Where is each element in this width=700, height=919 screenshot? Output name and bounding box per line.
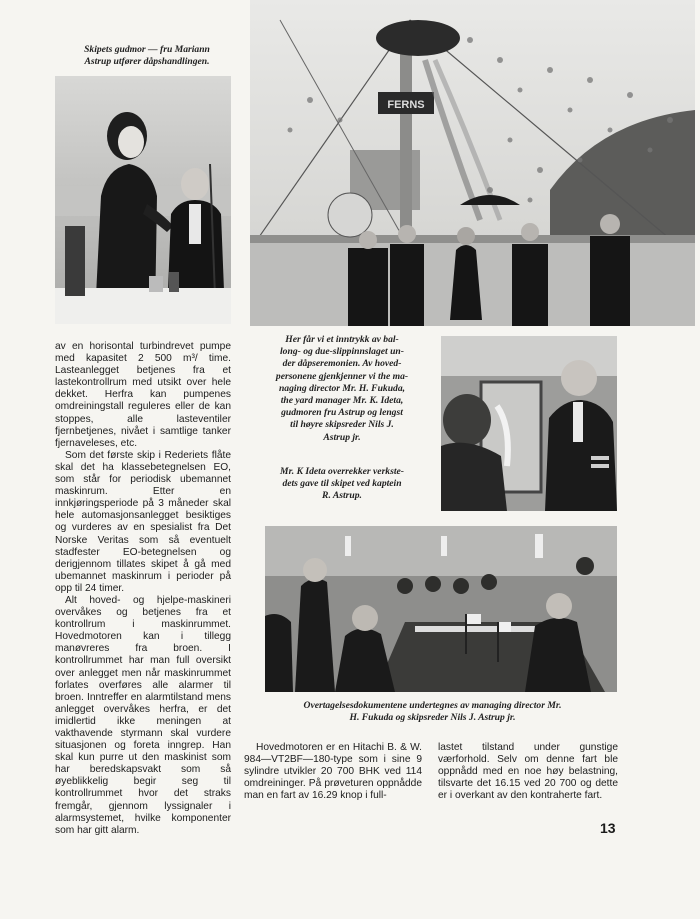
ship-name-sign: FERNS bbox=[387, 99, 425, 111]
caption-line: Astrup jr. bbox=[323, 431, 361, 443]
photo-document-signing bbox=[265, 526, 617, 692]
caption-godmother bbox=[52, 44, 242, 68]
caption-line: Her får vi et inntrykk av bal- bbox=[285, 334, 399, 345]
article-column-middle bbox=[244, 742, 422, 802]
caption-line: naging director Mr. H. Fukuda, bbox=[278, 382, 406, 394]
caption-line: Astrup utfører dåpshandlingen. bbox=[84, 56, 210, 68]
article-column-right bbox=[438, 742, 618, 802]
caption-line: personene gjenkjenner vi the ma- bbox=[275, 370, 409, 382]
caption-line: R. Astrup. bbox=[322, 490, 362, 502]
gift-photo-image bbox=[441, 336, 617, 511]
caption-line: Overtagelsesdokumentene undertegnes av managing director Mr. bbox=[303, 700, 562, 711]
page-number: 13 bbox=[600, 820, 616, 836]
caption-line: long- og due-slippinnslaget un- bbox=[280, 346, 404, 358]
paragraph: Som det første skip i Rederiets flåte skal det ha klassebetegnelsen EO, som står for periodisk ubemannet maskinrum. Etter en innkjøringsperiode på 3 måneder skal hele automasjonsanlegget besiktiges og vurderes av en spesialist fra Det Norske Veritas som så eventuelt stadfester EO-betegnelsen og derigjennom tillates skipet å gå med ubemannet maskinrum i perioder på opp til 24 timer. bbox=[55, 449, 231, 594]
photo-godmother-christening bbox=[55, 76, 231, 324]
paragraph: av en horisontal turbindrevet pumpe med kapasitet 2 500 m³/ time. Lasteanlegget betjenes fra et lastekontrollrum med utsikt over hele dekket. Herfra kan pumpenes omdreiningstall reguleres eller de kan stoppes, alle lasteventiler fjernbetjenes, nivået i samtlige tanker fjernaveleses, etc. bbox=[55, 341, 231, 449]
ceremony-photo-image bbox=[250, 0, 695, 326]
caption-line: Mr. K Ideta overrekker verkste- bbox=[280, 466, 404, 477]
caption-line: the yard manager Mr. K. Ideta, bbox=[280, 395, 404, 407]
caption-ceremony bbox=[248, 334, 436, 444]
photo-gift-presentation bbox=[441, 336, 617, 511]
paragraph: Hovedmotoren er en Hitachi B. & W. 984—VT2BF—180-type som i sine 9 sylindre utvikler 20 700 BHK ved 114 omdreininger. På prøveturen oppnådde man en fart av 16.29 knop i full- bbox=[244, 742, 422, 802]
caption-signing bbox=[245, 700, 620, 724]
godmother-photo-image bbox=[55, 76, 231, 324]
paragraph: Alt hoved- og hjelpe-maskineri overvåkes og betjenes fra et kontrollrum i maskinrummet. Hovedmotoren kan i tillegg manøvreres fra broen. I kontrollrummet har man full oversikt over anlegget men når maskinrummet forlates overføres alle alarmer til broen. Inntreffer en alarmtilstand mens anlegget overvåkes herfra, er det imidlertid ikke meningen at vakthavende styrmann skal vurdere situasjonen og foreta inngrep. Han skal kun purre ut den maskinist som har beredskapsvakt som så øyeblikkelig begir seg til kontrollrummet hvor det straks fremgår, gjennom lyssignaler i alarmsystemet, hvilke komponenter som har gitt alarm. bbox=[55, 594, 231, 836]
caption-line: dets gave til skipet ved kaptein bbox=[282, 478, 402, 490]
caption-line: H. Fukuda og skipsreder Nils J. Astrup jr. bbox=[349, 712, 516, 724]
caption-line: gudmoren fru Astrup og lengst bbox=[281, 407, 403, 419]
paragraph: lastet tilstand under gunstige værforhold. Selv om denne fart ble oppnådd med en noe høy belastning, tilsvarte det 16.15 ved 20 700 og dette er i overkant av den kontraherte fart. bbox=[438, 742, 618, 802]
caption-line: til høyre skipsreder Nils J. bbox=[290, 419, 394, 431]
caption-line: der dåpseremonien. Av hoved- bbox=[282, 358, 402, 370]
photo-ceremony-balloons bbox=[250, 0, 695, 326]
caption-line: Skipets gudmor — fru Mariann bbox=[84, 44, 210, 55]
signing-photo-image bbox=[265, 526, 617, 692]
article-column-left bbox=[55, 341, 231, 837]
caption-gift bbox=[248, 466, 436, 503]
